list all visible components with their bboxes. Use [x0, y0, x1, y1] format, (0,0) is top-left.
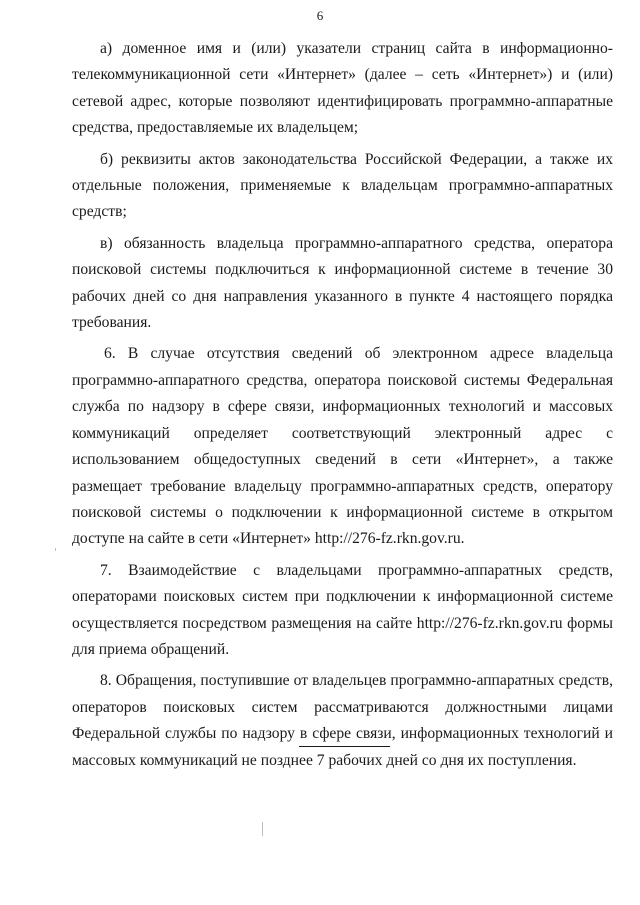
page-number: 6: [316, 8, 324, 23]
end-of-document-rule: [299, 746, 390, 747]
document-body: [72, 36, 613, 779]
scan-artifact: [262, 822, 263, 836]
paragraph-item-b: б) реквизиты актов законодательства Российской Федерации, а также их отдельные положения, применяемые к владельцам программно-аппаратных средств;: [72, 150, 613, 221]
paragraph-section-6: 6. В случае отсутствия сведений об электронном адресе владельца программно-аппаратного средства, оператора поисковой системы Федеральная служба по надзору в сфере связи, информационных технологий и массовых коммуникаций определяет соответствующий электронный адрес с использованием общедоступных сведений в сети «Интернет», а также размещает требование владельцу программно-аппаратных средств, оператору поисковой системы о подключении к информационной системе в открытом доступе на сайте в сети «Интернет» http://276-fz.rkn.gov.ru.: [72, 345, 613, 548]
paragraph-item-v: в) обязанность владельца программно-аппаратного средства, оператора поисковой системы подключиться к информационной системе в течение 30 рабочих дней со дня направления указанного в пункте 4 настоящего порядка требования.: [72, 234, 613, 332]
paragraph-section-8: 8. Обращения, поступившие от владельцев программно-аппаратных средств, операторов поисковых систем рассматриваются должностными лицами Федеральной службы по надзору в сфере связи, информационных технологий и массовых коммуникаций не позднее 7 рабочих дней со дня их поступления.: [72, 672, 613, 769]
paragraph-item-a: а) доменное имя и (или) указатели страниц сайта в информационно-телекоммуникационной сети «Интернет» (далее – сеть «Интернет») и (или) сетевой адрес, которые позволяют идентифицировать программно-аппаратные средства, предоставляемые их владельцем;: [72, 40, 613, 137]
paragraph-section-7: 7. Взаимодействие с владельцами программно-аппаратных средств, операторами поисковых систем при подключении к информационной системе осуществляется посредством размещения на сайте http://276-fz.rkn.gov.ru формы для приема обращений.: [72, 561, 613, 658]
scan-artifact: [55, 548, 56, 551]
